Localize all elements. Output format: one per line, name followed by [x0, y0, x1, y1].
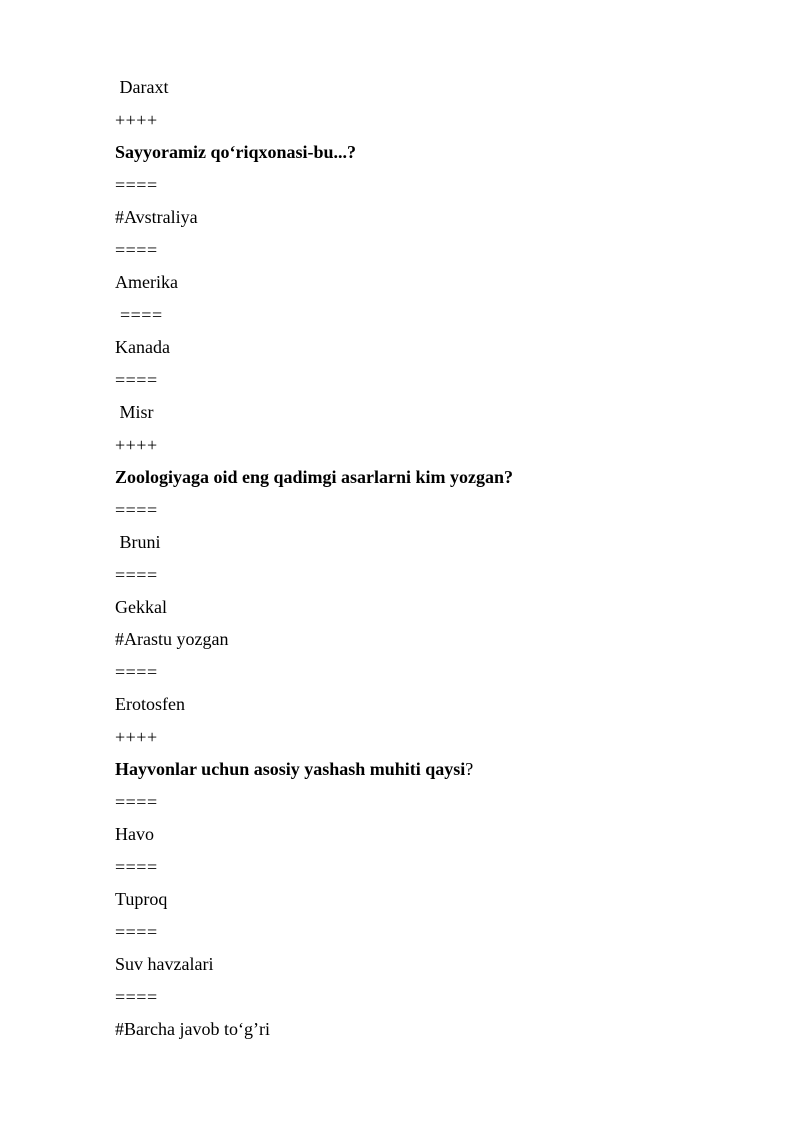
- option-separator: ====: [115, 922, 158, 942]
- answer-option: Misr: [115, 402, 154, 422]
- option-separator: ====: [115, 857, 158, 877]
- question-text: Zoologiyaga oid eng qadimgi asarlarni kim yozgan?: [115, 467, 514, 487]
- answer-option: Gekkal: [115, 597, 167, 617]
- option-separator: ====: [115, 240, 158, 260]
- option-separator: ====: [115, 500, 158, 520]
- answer-option: Havo: [115, 824, 154, 844]
- option-separator: ====: [115, 370, 158, 390]
- answer-option: Daraxt: [115, 77, 169, 97]
- option-separator: ====: [115, 987, 158, 1007]
- answer-option-correct: #Arastu yozgan: [115, 629, 229, 649]
- answer-option: Tuproq: [115, 889, 168, 909]
- option-separator: ====: [115, 792, 158, 812]
- option-separator: ====: [115, 565, 158, 585]
- question-separator: ++++: [115, 435, 158, 455]
- question-separator: ++++: [115, 727, 158, 747]
- question-separator: ++++: [115, 110, 158, 130]
- answer-option: Suv havzalari: [115, 954, 214, 974]
- question-line: [115, 758, 473, 780]
- question-text: Sayyoramiz qo‘riqxonasi-bu...?: [115, 142, 357, 162]
- option-separator: ====: [115, 175, 158, 195]
- answer-option-correct: #Avstraliya: [115, 207, 198, 227]
- question-text: Hayvonlar uchun asosiy yashash muhiti qaysi: [115, 759, 466, 779]
- answer-option: Erotosfen: [115, 694, 185, 714]
- answer-option: Bruni: [115, 532, 161, 552]
- option-separator: ====: [115, 662, 158, 682]
- option-separator: ====: [115, 305, 163, 325]
- answer-option-correct: #Barcha javob to‘g’ri: [115, 1019, 270, 1039]
- question-mark: ?: [465, 759, 474, 779]
- answer-option: Kanada: [115, 337, 170, 357]
- answer-option: Amerika: [115, 272, 178, 292]
